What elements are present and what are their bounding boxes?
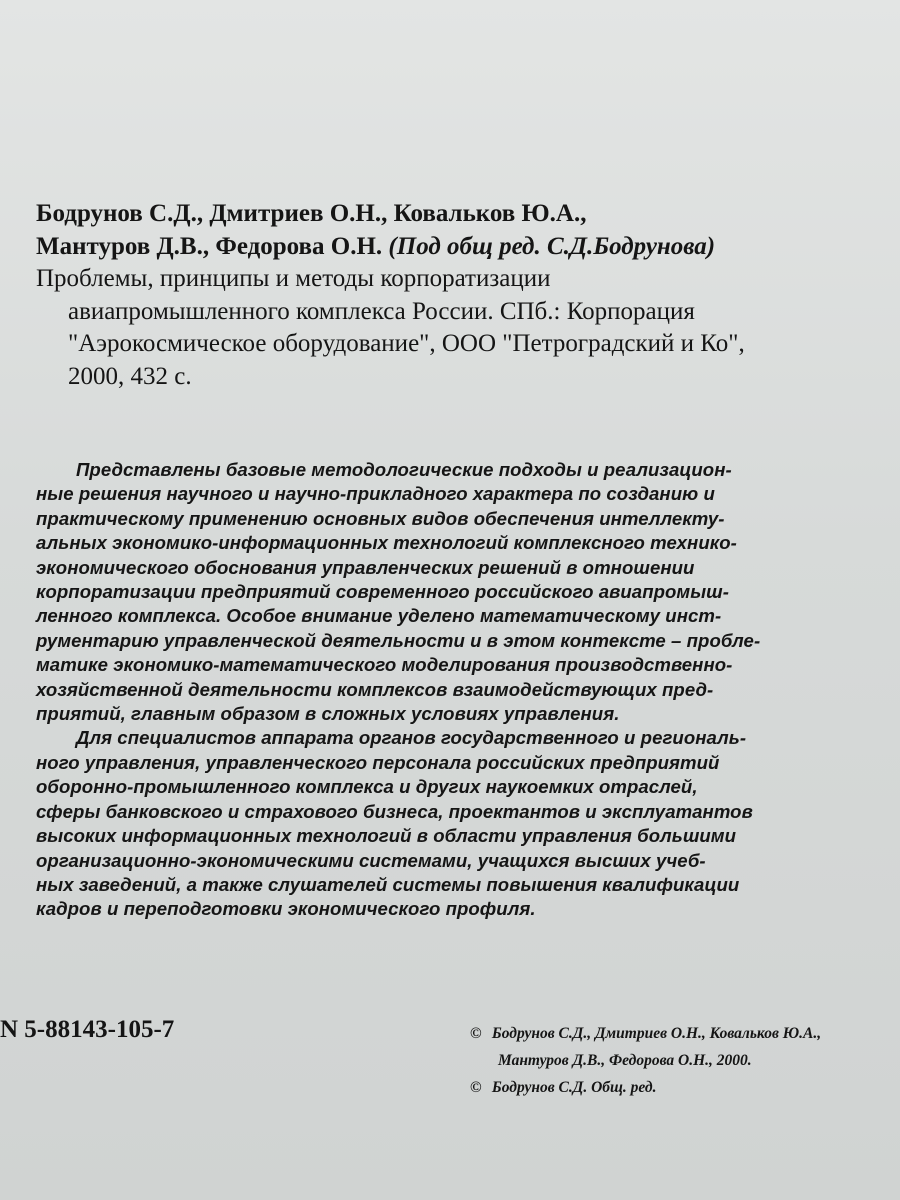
title-line-4: 2000, 432 с. bbox=[68, 362, 192, 390]
bibliographic-record bbox=[36, 198, 856, 393]
annotation-line: матике экономико-математического моделирования производственно- bbox=[36, 654, 733, 676]
annotation-line: приятий, главным образом в сложных условиях управления. bbox=[36, 703, 620, 725]
copyright-block bbox=[470, 1020, 890, 1101]
authors-names: Мантуров Д.В., Федорова О.Н. bbox=[36, 232, 383, 260]
annotation-line: ные решения научного и научно-прикладного характера по созданию и bbox=[36, 483, 715, 505]
annotation-line: Представлены базовые методологические подходы и реализацион- bbox=[76, 459, 732, 480]
annotation-line: Для специалистов аппарата органов государственного и региональ- bbox=[76, 727, 747, 749]
editor-note: (Под общ ред. С.Д.Бодрунова) bbox=[388, 232, 716, 260]
annotation-line: хозяйственной деятельности комплексов взаимодействующих пред- bbox=[36, 678, 714, 700]
copyright-icon: © bbox=[470, 1079, 482, 1096]
title-line-3: "Аэрокосмическое оборудование", ООО "Петроградский и Ко", bbox=[68, 330, 745, 357]
annotation-line: корпоратизации предприятий современного российского авиапромыш- bbox=[36, 581, 729, 603]
authors-line-2 bbox=[36, 231, 856, 264]
annotation-line: организационно-экономическими системами, учащихся высших учеб- bbox=[36, 849, 706, 871]
copyright-authors: Бодрунов С.Д., Дмитриев О.Н., Ковальков Ю.А., bbox=[491, 1025, 822, 1042]
annotation-line: практическому применению основных видов обеспечения интеллекту- bbox=[36, 507, 725, 529]
annotation-line: ленного комплекса. Особое внимание уделено математическому инст- bbox=[36, 605, 722, 627]
title-line-2: авиапромышленного комплекса России. СПб.: Корпорация bbox=[68, 297, 695, 325]
annotation-text bbox=[36, 458, 866, 922]
copyright-editor: Бодрунов С.Д. Общ. ред. bbox=[491, 1079, 657, 1096]
annotation-line: сферы банковского и страхового бизнеса, проектантов и эксплуатантов bbox=[36, 800, 753, 822]
copyright-line-2: Мантуров Д.В., Федорова О.Н., 2000. bbox=[498, 1052, 752, 1069]
annotation-line: рументарию управленческой деятельности и в этом контексте – пробле- bbox=[36, 629, 761, 651]
copyright-line-1 bbox=[470, 1020, 890, 1047]
annotation-line: оборонно-промышленного комплекса и других наукоемких отраслей, bbox=[36, 776, 698, 798]
copyright-line-3 bbox=[470, 1074, 890, 1101]
copyright-icon: © bbox=[470, 1025, 482, 1042]
annotation-line: ных заведений, а также слушателей системы повышения квалификации bbox=[36, 873, 740, 895]
title-line-1: Проблемы, принципы и методы корпоратизации bbox=[36, 265, 551, 292]
annotation-line: кадров и переподготовки экономического профиля. bbox=[36, 898, 536, 920]
annotation-line: альных экономико-информационных технологий комплексного технико- bbox=[36, 532, 737, 554]
isbn-number: N 5-88143-105-7 bbox=[0, 1016, 175, 1043]
annotation-line: ного управления, управленческого персонала российских предприятий bbox=[36, 751, 720, 773]
authors-line-1: Бодрунов С.Д., Дмитриев О.Н., Ковальков Ю.А., bbox=[36, 200, 587, 227]
annotation-line: экономического обоснования управленческих решений в отношении bbox=[36, 556, 695, 578]
annotation-line: высоких информационных технологий в области управления большими bbox=[36, 825, 737, 847]
